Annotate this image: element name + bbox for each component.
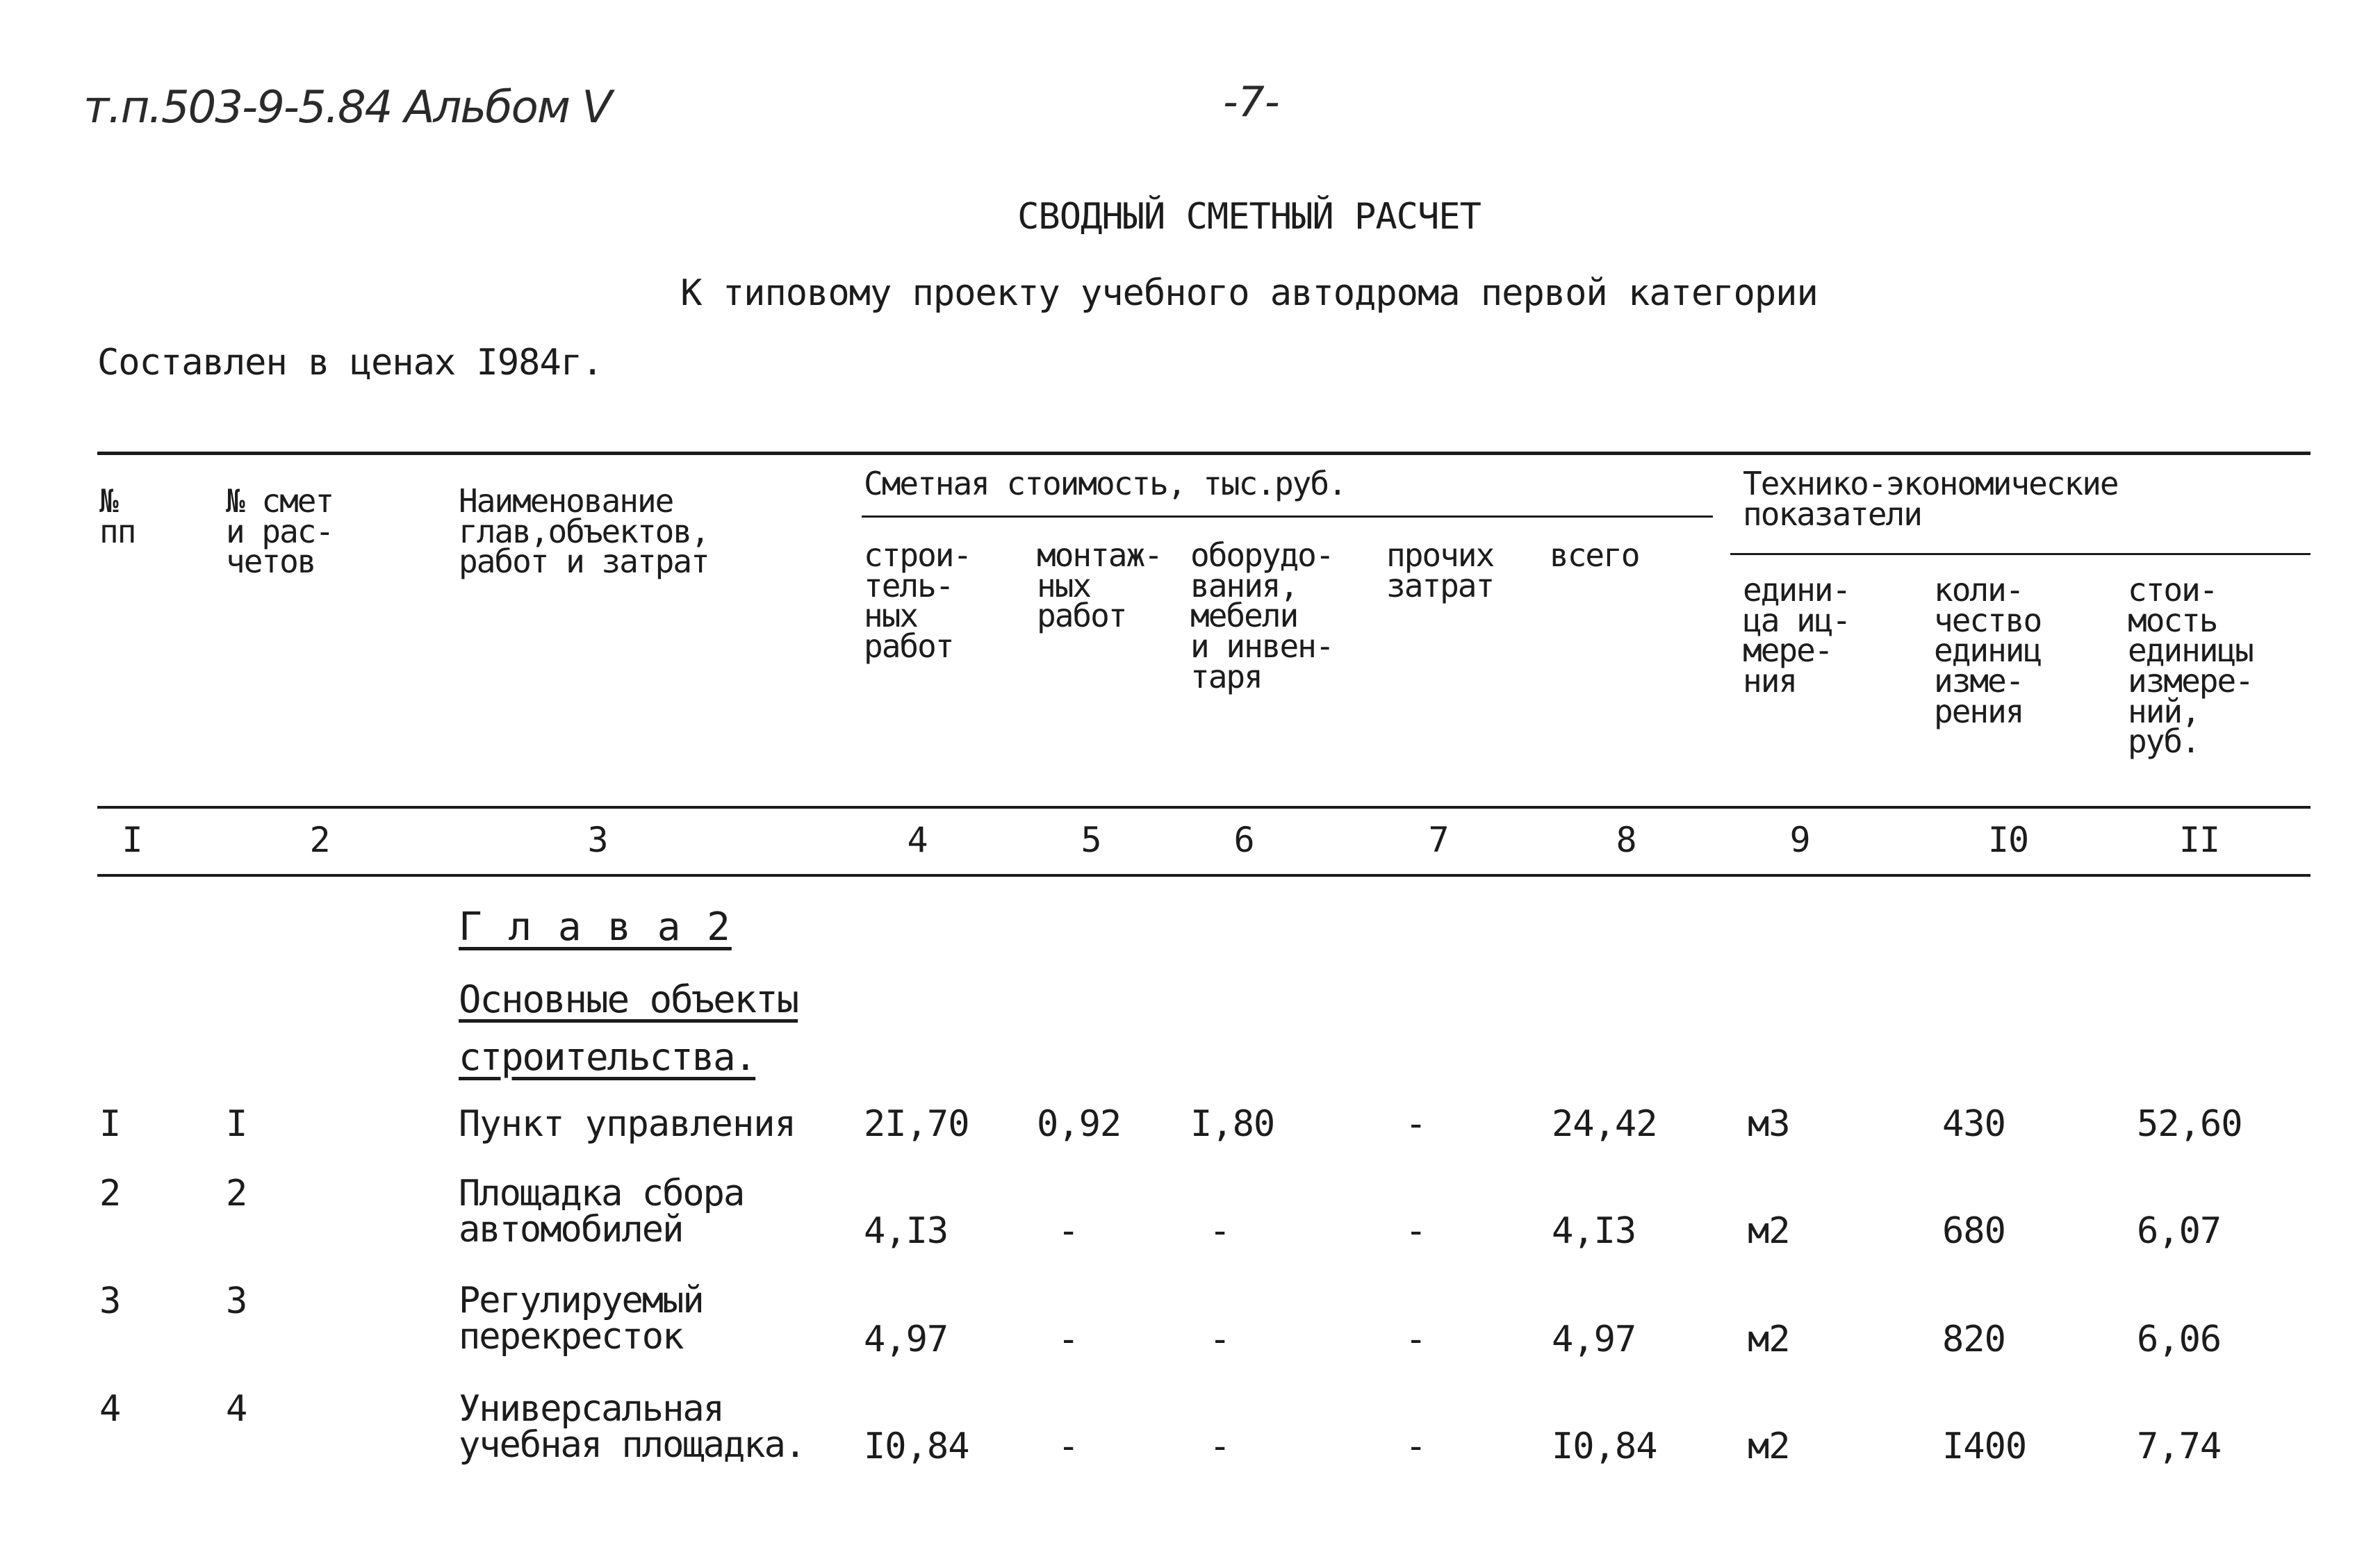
album-reference: т.п.503-9-5.84 Альбом V [83, 82, 612, 133]
chapter-title-line1: Основные объекты [459, 978, 798, 1021]
header-line: показатели [1743, 495, 1921, 533]
name-line: учебная площадка. [459, 1424, 805, 1466]
row1-number: I [99, 1103, 121, 1145]
row3-quantity: 820 [1942, 1319, 2005, 1360]
header-bottom-rule [97, 806, 2311, 809]
row3-other: - [1405, 1319, 1427, 1360]
column-numbers-rule [97, 874, 2311, 877]
header-line: чество [1934, 601, 2042, 639]
row1-quantity: 430 [1942, 1103, 2005, 1145]
row1-other: - [1405, 1103, 1427, 1145]
col-header-installation [1037, 536, 1162, 635]
col-group-tech [1743, 465, 2118, 533]
col-header-unit-cost [2128, 571, 2253, 761]
header-line: оборудо- [1190, 536, 1333, 574]
header-line: рения [1934, 692, 2024, 730]
column-number: II [2178, 820, 2220, 860]
row2-quantity: 680 [1942, 1210, 2005, 1252]
name-line: Универсальная [459, 1388, 723, 1430]
row2-total: 4,I3 [1552, 1210, 1636, 1252]
row1-estimate: I [226, 1103, 247, 1145]
header-line: изме- [1934, 662, 2024, 700]
row4-other: - [1405, 1426, 1427, 1467]
chapter-heading: Г л а в а 2 [459, 905, 732, 950]
row3-installation: - [1058, 1319, 1079, 1360]
column-number: 6 [1233, 820, 1254, 860]
header-line: ца иц- [1743, 601, 1850, 639]
row3-total: 4,97 [1552, 1319, 1636, 1360]
header-line: стои- [2128, 571, 2217, 609]
header-line: Наименование [459, 482, 673, 520]
column-number: 7 [1428, 820, 1449, 860]
header-line: пп [99, 512, 136, 550]
column-number: 9 [1789, 820, 1810, 860]
row3-name [459, 1280, 703, 1358]
name-line: автомобилей [459, 1209, 683, 1251]
row4-unit-cost: 7,74 [2137, 1426, 2222, 1467]
table-top-rule [97, 452, 2311, 455]
header-line: единиц [1934, 632, 2042, 670]
header-line: затрат [1386, 566, 1494, 604]
row1-unit-cost: 52,60 [2137, 1103, 2242, 1145]
row2-unit: м2 [1748, 1210, 1790, 1252]
cost-group-rule [862, 515, 1713, 518]
header-line: ний, [2128, 692, 2199, 730]
header-line: работ [1037, 597, 1126, 635]
header-line: руб. [2128, 723, 2199, 761]
header-line: № [99, 482, 117, 520]
row4-equipment: - [1209, 1426, 1231, 1467]
column-number: 2 [309, 820, 330, 860]
column-number: 3 [587, 820, 608, 860]
column-number: 5 [1081, 820, 1101, 860]
header-line: всего [1550, 536, 1639, 574]
document-subtitle: К типовому проекту учебного автодрома первой категории [680, 272, 1818, 314]
row3-unit-cost: 6,06 [2137, 1319, 2222, 1360]
row1-installation: 0,92 [1037, 1103, 1122, 1145]
header-line: мебели [1190, 597, 1298, 635]
header-line: Технико-экономические [1743, 465, 2118, 502]
column-number: 8 [1616, 820, 1636, 860]
column-number: I [122, 820, 142, 860]
header-line: работ и затрат [459, 543, 709, 581]
row2-unit-cost: 6,07 [2137, 1210, 2222, 1252]
row1-name: Пункт управления [459, 1103, 796, 1145]
header-line: строи- [864, 536, 971, 574]
row2-number: 2 [99, 1173, 121, 1214]
row2-name [459, 1173, 744, 1251]
row3-number: 3 [99, 1280, 121, 1322]
col-header-total [1550, 536, 1639, 574]
header-line: тель- [864, 566, 953, 604]
header-line: и инвен- [1190, 627, 1333, 666]
header-line: мере- [1743, 632, 1832, 670]
header-line: работ [864, 627, 953, 666]
name-line: Площадка сбора [459, 1173, 744, 1214]
row2-construction: 4,I3 [864, 1210, 949, 1252]
column-number: 4 [907, 820, 928, 860]
row3-unit: м2 [1748, 1319, 1790, 1360]
header-line: и рас- [226, 512, 334, 550]
col-header-name [459, 482, 709, 581]
row4-installation: - [1058, 1426, 1079, 1467]
row4-unit: м2 [1748, 1426, 1790, 1467]
row4-name [459, 1388, 805, 1466]
header-line: прочих [1386, 536, 1494, 574]
col-group-cost: Сметная стоимость, тыс.руб. [864, 465, 1346, 502]
chapter-title-line2: строительства. [459, 1035, 756, 1079]
col-header-unit [1743, 571, 1850, 700]
header-line: четов [226, 543, 315, 581]
col-header-quantity [1934, 571, 2042, 730]
header-line: ных [864, 597, 918, 635]
row4-number: 4 [99, 1388, 121, 1430]
header-line: глав,объектов, [459, 512, 709, 550]
row3-estimate: 3 [226, 1280, 247, 1322]
header-line: едини- [1743, 571, 1850, 609]
row1-equipment: I,80 [1190, 1103, 1275, 1145]
row2-equipment: - [1209, 1210, 1231, 1252]
col-header-number [99, 482, 136, 550]
row3-construction: 4,97 [864, 1319, 949, 1360]
header-line: № смет [226, 482, 334, 520]
row4-quantity: I400 [1942, 1426, 2027, 1467]
row4-construction: I0,84 [864, 1426, 969, 1467]
header-line: таря [1190, 657, 1262, 695]
row2-estimate: 2 [226, 1173, 247, 1214]
row3-equipment: - [1209, 1319, 1231, 1360]
row4-estimate: 4 [226, 1388, 247, 1430]
document-title: СВОДНЫЙ СМЕТНЫЙ РАСЧЕТ [1017, 196, 1481, 238]
row1-unit: м3 [1748, 1103, 1790, 1145]
col-header-equipment [1190, 536, 1333, 695]
name-line: перекресток [459, 1316, 683, 1358]
row1-construction: 2I,70 [864, 1103, 969, 1145]
col-header-other [1386, 536, 1494, 604]
header-line: единицы [2128, 632, 2253, 670]
header-line: ния [1743, 662, 1797, 700]
column-number: I0 [1987, 820, 2029, 860]
header-line: монтаж- [1037, 536, 1162, 574]
page-number: -7- [1223, 78, 1280, 126]
tech-group-rule [1730, 553, 2311, 555]
col-header-construction [864, 536, 971, 666]
col-header-estimate [226, 482, 334, 581]
row2-other: - [1405, 1210, 1427, 1252]
row4-total: I0,84 [1552, 1426, 1657, 1467]
header-line: ных [1037, 566, 1091, 604]
header-line: коли- [1934, 571, 2024, 609]
name-line: Регулируемый [459, 1280, 703, 1321]
prices-note: Составлен в ценах I984г. [97, 342, 603, 383]
row1-total: 24,42 [1552, 1103, 1657, 1145]
header-line: вания, [1190, 566, 1298, 604]
header-line: мость [2128, 601, 2217, 639]
row2-installation: - [1058, 1210, 1079, 1252]
header-line: измере- [2128, 662, 2253, 700]
